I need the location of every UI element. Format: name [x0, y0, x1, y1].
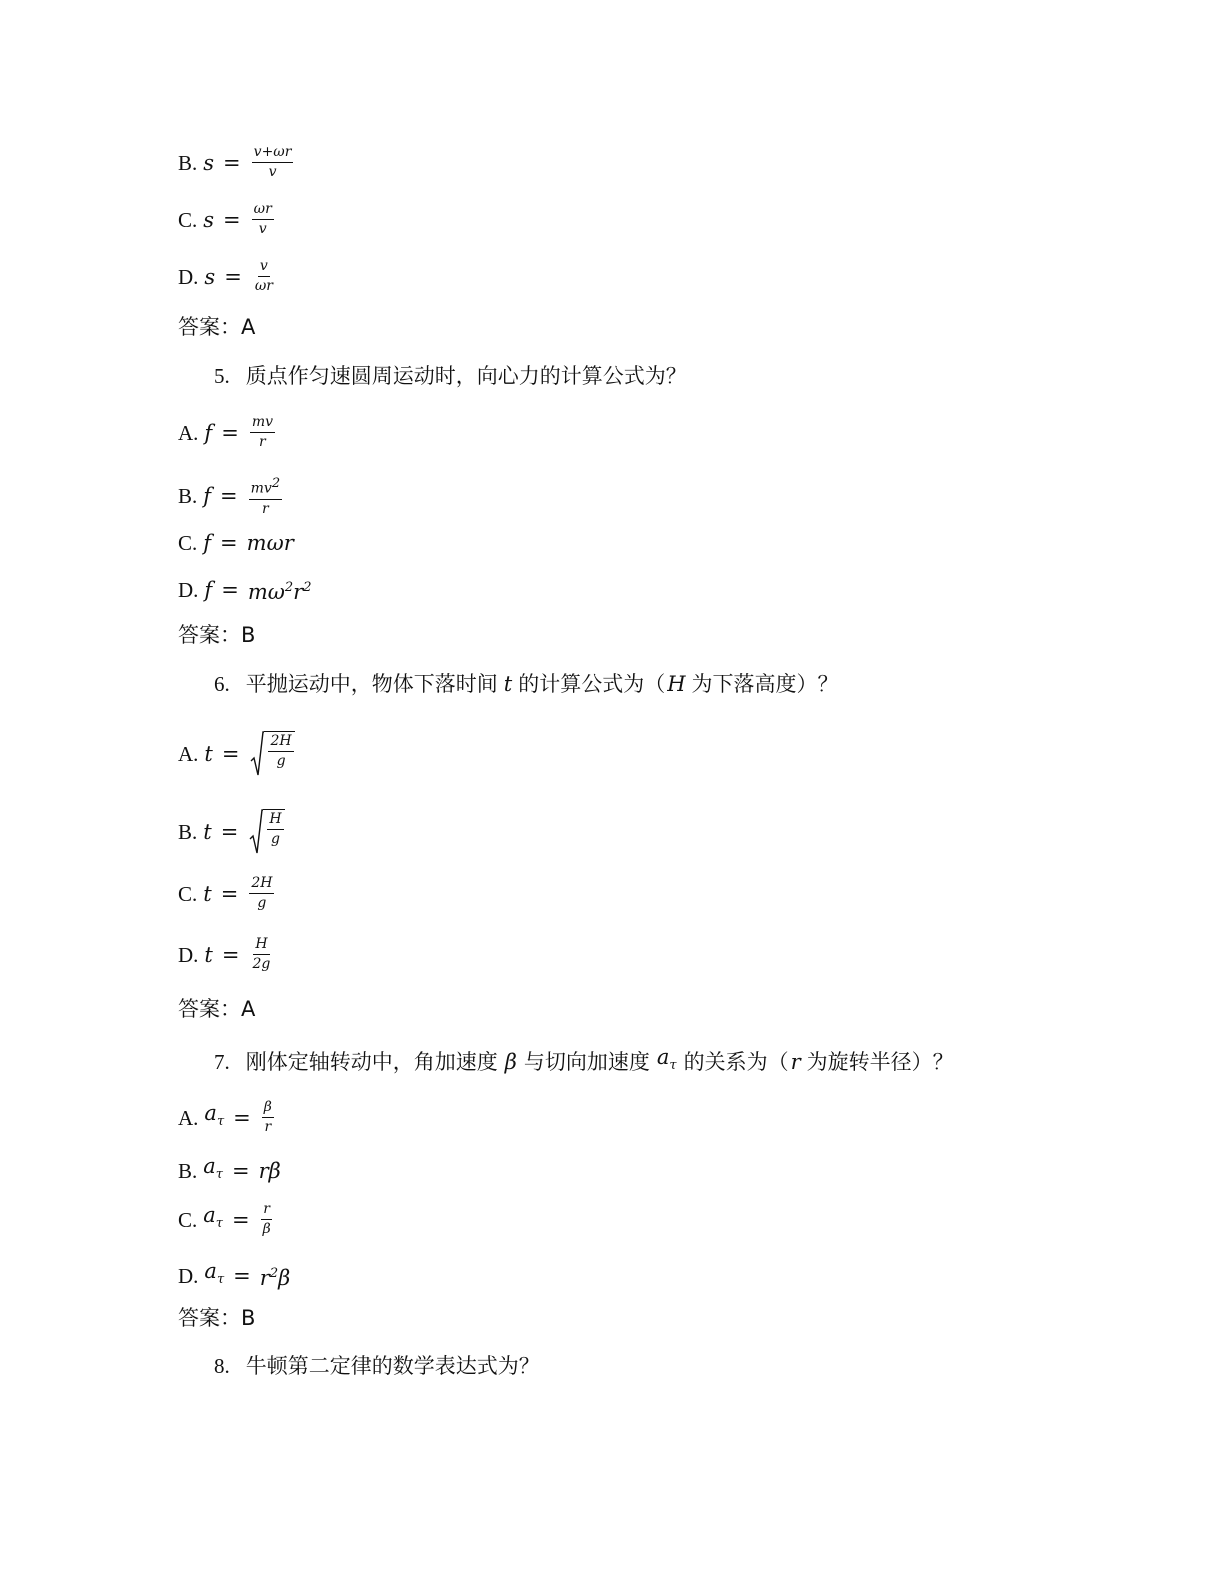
lhs-base: a: [204, 1101, 217, 1125]
formula-rhs: [260, 1259, 290, 1293]
answer-4: 答案：A: [178, 315, 256, 339]
lhs-base: a: [203, 1154, 216, 1178]
question-number: 5.: [214, 364, 230, 388]
option-label: D.: [178, 578, 199, 602]
fraction: [249, 475, 282, 518]
fraction-numerator: r: [261, 1201, 272, 1220]
option-7d: [178, 1256, 290, 1295]
question-number: 7.: [214, 1049, 230, 1074]
option-label: C.: [178, 1207, 198, 1232]
formula-lhs: s: [203, 150, 215, 175]
exponent: 2: [284, 580, 294, 595]
fraction-numerator: 2H: [249, 875, 274, 894]
fraction: [267, 811, 283, 855]
fraction-denominator: 2g: [252, 956, 271, 972]
fraction-denominator: r: [264, 1119, 272, 1136]
fraction-numerator: 2H: [268, 733, 293, 752]
formula-lhs: f: [203, 484, 212, 509]
subscript: τ: [669, 1058, 677, 1074]
question-number: 6.: [214, 672, 230, 696]
question-6: [214, 669, 839, 699]
equals-sign: =: [220, 531, 238, 555]
fraction-denominator: v: [268, 164, 277, 180]
radicand: [263, 809, 284, 855]
subscript: τ: [215, 1216, 223, 1232]
variable-a-tau: [657, 1042, 677, 1081]
formula-lhs: s: [203, 207, 215, 232]
equals-sign: =: [224, 264, 242, 289]
radical-sign-icon: [250, 731, 264, 777]
option-5b: [178, 475, 282, 518]
question-text: 为下落高度）？: [691, 672, 839, 696]
option-6b: [178, 809, 285, 855]
fraction-denominator: β: [262, 1221, 271, 1238]
exponent: 2: [271, 476, 281, 491]
question-text: 为旋转半径）？: [806, 1049, 954, 1074]
option-4b: [178, 144, 293, 181]
equals-sign: =: [221, 742, 240, 766]
option-7c: [178, 1200, 273, 1239]
variable-t: t: [503, 672, 513, 696]
formula-lhs: f: [203, 531, 212, 555]
fraction-numerator: H: [253, 936, 269, 955]
option-label: D.: [178, 264, 199, 289]
formula-rhs: [248, 573, 312, 607]
lhs-base: a: [204, 1259, 217, 1283]
formula-lhs: t: [204, 942, 213, 967]
subscript: τ: [216, 1272, 225, 1288]
option-label: B.: [178, 1158, 198, 1183]
question-7: [214, 1042, 954, 1081]
fraction: [250, 936, 272, 973]
question-text: 牛顿第二定律的数学表达式为？: [245, 1354, 540, 1378]
radical-sign-icon: [249, 809, 263, 855]
equals-sign: =: [232, 1158, 250, 1183]
rhs-part: mω: [247, 580, 285, 604]
equals-sign: =: [220, 820, 239, 844]
question-text: 与切向加速度: [523, 1049, 650, 1074]
square-root: [249, 809, 284, 855]
option-4d: [178, 258, 275, 295]
exponent: 2: [269, 1265, 279, 1281]
fraction-denominator: g: [257, 895, 267, 911]
answer-6: 答案：A: [178, 997, 256, 1021]
formula-lhs: [204, 1256, 224, 1295]
question-text: 质点作匀速圆周运动时，向心力的计算公式为？: [245, 364, 687, 388]
equals-sign: =: [223, 207, 241, 232]
formula-lhs: [203, 1151, 223, 1190]
equals-sign: =: [233, 1263, 251, 1288]
option-label: D.: [178, 942, 199, 967]
option-label: C.: [178, 207, 198, 232]
fraction-denominator: ωr: [254, 278, 273, 294]
option-5a: [178, 414, 275, 451]
lhs-base: a: [203, 1203, 216, 1227]
question-5: [214, 361, 687, 391]
question-8: [214, 1351, 540, 1381]
option-7a: [178, 1098, 274, 1137]
option-6a: [178, 731, 295, 777]
equals-sign: =: [221, 578, 239, 602]
fraction-numerator: ωr: [252, 201, 274, 220]
formula-rhs: rβ: [258, 1158, 281, 1183]
question-text: 刚体定轴转动中，角加速度: [245, 1049, 498, 1074]
formula-rhs: mωr: [246, 531, 294, 555]
answer-7: 答案：B: [178, 1306, 256, 1330]
fraction-denominator: g: [270, 831, 280, 847]
fraction: [252, 144, 294, 181]
fraction: [253, 258, 275, 295]
fraction: [268, 733, 293, 777]
numerator-base: mv: [250, 480, 272, 497]
formula-lhs: f: [204, 420, 213, 445]
option-label: B.: [178, 150, 198, 175]
option-6c: [178, 875, 274, 912]
fraction-numerator: v: [258, 258, 270, 277]
fraction-numerator: H: [267, 811, 283, 830]
subscript: τ: [215, 1167, 223, 1183]
fraction: [250, 414, 275, 451]
exponent: 2: [303, 580, 312, 595]
question-text: 的关系为（: [683, 1049, 789, 1074]
fraction-denominator: r: [262, 500, 269, 517]
formula-lhs: t: [203, 820, 212, 844]
variable-h: H: [667, 672, 686, 696]
formula-lhs: t: [203, 881, 212, 906]
equals-sign: =: [223, 150, 241, 175]
square-root: [250, 731, 294, 777]
formula-lhs: t: [204, 742, 213, 766]
answer-5: 答案：B: [178, 623, 256, 647]
rhs-part: r: [293, 580, 304, 604]
formula-lhs: [203, 1200, 223, 1239]
question-number: 8.: [214, 1354, 230, 1378]
equals-sign: =: [221, 942, 240, 967]
equals-sign: =: [220, 881, 239, 906]
option-label: B.: [178, 820, 198, 844]
rhs-part: β: [278, 1265, 291, 1290]
option-label: C.: [178, 881, 198, 906]
option-label: A.: [178, 1105, 199, 1130]
variable-r: r: [790, 1049, 801, 1074]
option-label: B.: [178, 484, 198, 509]
fraction-numerator: v+ωr: [252, 144, 294, 163]
option-label: A.: [178, 420, 199, 445]
formula-lhs: [204, 1098, 224, 1137]
option-label: C.: [178, 531, 198, 555]
radicand: [264, 731, 294, 777]
fraction-numerator: [249, 475, 282, 500]
subscript: τ: [216, 1114, 225, 1130]
question-text: 平抛运动中，物体下落时间: [245, 672, 498, 696]
fraction: [252, 201, 274, 238]
formula-lhs: f: [204, 578, 213, 602]
equals-sign: =: [232, 1207, 250, 1232]
rhs-part: r: [259, 1265, 270, 1290]
option-4c: [178, 201, 274, 238]
fraction-numerator: mv: [250, 414, 275, 433]
fraction: [262, 1099, 274, 1136]
option-label: D.: [178, 1263, 199, 1288]
fraction-denominator: r: [259, 434, 266, 450]
question-text: 的计算公式为（: [518, 672, 666, 696]
option-5d: [178, 573, 311, 607]
fraction: [261, 1201, 273, 1238]
equals-sign: =: [220, 484, 238, 509]
variable-beta: β: [504, 1049, 517, 1074]
fraction-denominator: g: [276, 753, 286, 769]
option-7b: [178, 1151, 281, 1190]
equals-sign: =: [221, 420, 239, 445]
variable-base: a: [656, 1045, 670, 1069]
option-5c: [178, 528, 294, 558]
option-6d: [178, 936, 272, 973]
fraction-numerator: β: [262, 1099, 274, 1118]
option-label: A.: [178, 742, 199, 766]
fraction-denominator: v: [258, 221, 267, 237]
equals-sign: =: [233, 1105, 251, 1130]
formula-lhs: s: [204, 264, 216, 289]
fraction: [249, 875, 274, 912]
